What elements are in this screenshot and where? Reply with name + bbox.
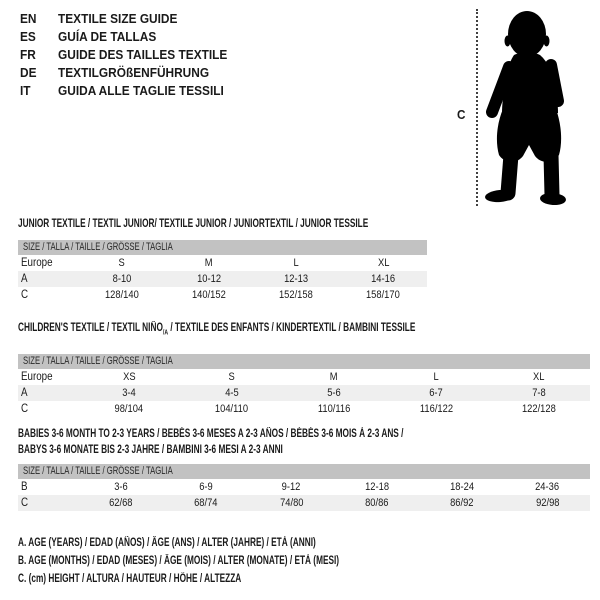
size-value-cell [78, 287, 165, 303]
cell-text: 7-8 [532, 387, 546, 400]
language-row [20, 46, 227, 64]
size-value-cell [488, 385, 590, 401]
cell-text: 18-24 [450, 481, 474, 493]
size-value-cell [78, 369, 180, 385]
size-value-cell [283, 385, 385, 401]
cell-text: 9-12 [281, 481, 301, 493]
cell-text: A [21, 273, 28, 285]
language-code: EN [20, 12, 37, 26]
cell-text: C [21, 403, 29, 416]
size-value-cell [253, 255, 340, 271]
cell-text: 92/98 [535, 497, 559, 509]
size-value-cell [283, 369, 385, 385]
language-label: TEXTILGRÖßENFÜHRUNG [58, 66, 210, 80]
size-value-cell [385, 401, 487, 417]
size-value-cell [385, 385, 487, 401]
table-title-segment: BABIES 3-6 MONTH TO 2-3 YEARS / BEBÉS 3-6 MESES A 2-3 AÑOS / BÉBÉS 3-6 MOIS À 2-3 ANS / [18, 428, 404, 440]
size-value-cell [334, 495, 419, 511]
legend-line: C. (cm) HEIGHT / ALTURA / HAUTEUR / HÖHE / ALTEZZA [18, 573, 242, 585]
size-value-cell [340, 271, 427, 287]
table-row [18, 479, 590, 495]
table-row [18, 369, 590, 385]
cell-text: 80/86 [364, 497, 389, 509]
cell-text: S [228, 371, 235, 384]
size-header-text: SIZE / TALLA / TAILLE / GRÖSSE / TAGLIA [23, 465, 173, 477]
size-header-text: SIZE / TALLA / TAILLE / GRÖSSE / TAGLIA [23, 355, 173, 368]
cell-text: 6-9 [199, 481, 213, 493]
cell-text: 10-12 [196, 273, 221, 285]
cell-text: S [118, 257, 125, 269]
cell-text: XS [122, 371, 136, 384]
size-value-cell [78, 271, 165, 287]
cell-text: 12-18 [364, 481, 389, 493]
size-value-cell [78, 255, 165, 271]
table-title-segment: /A [162, 328, 169, 337]
junior-table-titles [18, 216, 427, 232]
cell-text: 62/68 [108, 497, 133, 509]
table-title [18, 320, 430, 340]
cell-text: M [330, 371, 338, 384]
size-value-cell [180, 385, 282, 401]
junior-table-rows [18, 255, 427, 303]
size-value-cell [488, 401, 590, 417]
cell-text: 110/116 [317, 403, 351, 416]
table-row [18, 287, 427, 303]
cell-text: Europe [21, 371, 53, 384]
row-label-cell [18, 401, 78, 417]
cell-text: Europe [21, 257, 53, 269]
table-title-segment: CHILDREN'S TEXTILE / TEXTIL NIÑO [18, 322, 163, 334]
table-row [18, 255, 427, 271]
size-value-cell [165, 271, 252, 287]
size-value-cell [385, 369, 487, 385]
size-value-cell [283, 401, 385, 417]
cell-text: 3-6 [113, 481, 128, 493]
language-label: TEXTILE SIZE GUIDE [58, 12, 178, 26]
language-row [20, 82, 227, 100]
table-row [18, 271, 427, 287]
size-value-cell [78, 401, 180, 417]
cell-text: L [293, 257, 299, 269]
size-value-cell [340, 255, 427, 271]
size-value-cell [419, 495, 504, 511]
legend-line: B. AGE (MONTHS) / EDAD (MESES) / ÂGE (MOIS) / ALTER (MONATE) / ETÀ (MESI) [18, 555, 340, 567]
size-value-cell [163, 479, 248, 495]
language-label: GUIDE DES TAILLES TEXTILE [58, 48, 228, 62]
row-label-cell [18, 385, 78, 401]
childrens-table-rows [18, 369, 590, 417]
size-value-cell [180, 401, 282, 417]
table-title [18, 442, 430, 458]
size-value-cell [180, 369, 282, 385]
cell-text: 8-10 [112, 273, 131, 285]
cell-text: 6-7 [429, 387, 444, 400]
row-label-cell [18, 287, 78, 303]
size-value-cell [78, 479, 163, 495]
cell-text: B [21, 481, 28, 493]
size-value-cell [78, 495, 163, 511]
cell-text: 5-6 [327, 387, 341, 400]
size-header-bar [18, 240, 427, 255]
table-row [18, 385, 590, 401]
childrens-table-titles [18, 320, 590, 340]
language-code: DE [20, 66, 37, 80]
size-value-cell [505, 479, 590, 495]
table-title-segment: BABYS 3-6 MONATE BIS 2-3 JAHRE / BAMBINI 3-6 MESI A 2-3 ANNI [18, 444, 283, 456]
size-value-cell [419, 479, 504, 495]
cell-text: 4-5 [224, 387, 239, 400]
height-measure-line [476, 9, 478, 206]
cell-text: 3-4 [122, 387, 136, 400]
language-row [20, 28, 227, 46]
language-code: ES [20, 30, 36, 44]
row-label-cell [18, 255, 78, 271]
height-marker-label: C [457, 107, 466, 122]
row-label-cell [18, 479, 78, 495]
cell-text: C [21, 289, 29, 301]
junior-textile-table [18, 216, 427, 303]
size-value-cell [340, 287, 427, 303]
language-label: GUIDA ALLE TAGLIE TESSILI [58, 84, 224, 98]
babies-table-rows [18, 479, 590, 511]
language-row [20, 10, 227, 28]
size-value-cell [505, 495, 590, 511]
size-value-cell [334, 479, 419, 495]
size-value-cell [165, 287, 252, 303]
cell-text: 158/170 [366, 289, 401, 301]
cell-text: 12-13 [284, 273, 309, 285]
size-header-bar [18, 354, 590, 369]
row-label-cell [18, 271, 78, 287]
cell-text: L [433, 371, 440, 384]
legend [18, 534, 464, 588]
size-value-cell [163, 495, 248, 511]
size-value-cell [165, 255, 252, 271]
childrens-textile-table [18, 320, 590, 417]
language-row [20, 64, 227, 82]
cell-text: C [21, 497, 29, 509]
size-header-bar [18, 464, 590, 479]
cell-text: 86/92 [450, 497, 474, 509]
language-list [20, 10, 238, 100]
cell-text: XL [533, 371, 545, 384]
table-title [18, 426, 430, 442]
row-label-cell [18, 495, 78, 511]
cell-text: 24-36 [535, 481, 560, 493]
cell-text: 122/128 [521, 403, 556, 416]
size-value-cell [78, 385, 180, 401]
table-row [18, 495, 590, 511]
size-value-cell [253, 287, 340, 303]
table-title-segment: / TEXTILE DES ENFANTS / KINDERTEXTIL / BAMBINI TESSILE [168, 322, 416, 334]
cell-text: A [21, 387, 28, 400]
cell-text: 14-16 [371, 273, 396, 285]
height-figure [445, 7, 595, 213]
cell-text: 116/122 [419, 403, 453, 416]
cell-text: 98/104 [114, 403, 144, 416]
table-row [18, 401, 590, 417]
cell-text: 74/80 [279, 497, 304, 509]
size-value-cell [249, 495, 334, 511]
cell-text: 140/152 [191, 289, 226, 301]
cell-text: 104/110 [215, 403, 249, 416]
size-value-cell [253, 271, 340, 287]
size-header-text: SIZE / TALLA / TAILLE / GRÖSSE / TAGLIA [23, 241, 173, 253]
table-title-segment: JUNIOR TEXTILE / TEXTIL JUNIOR/ TEXTILE JUNIOR / JUNIORTEXTIL / JUNIOR TESSILE [18, 218, 369, 230]
cell-text: 128/140 [104, 289, 139, 301]
babies-table-titles [18, 426, 590, 458]
cell-text: 68/74 [194, 497, 218, 509]
row-label-cell [18, 369, 78, 385]
language-code: FR [20, 48, 36, 62]
cell-text: 152/158 [279, 289, 314, 301]
legend-line: A. AGE (YEARS) / EDAD (AÑOS) / ÂGE (ANS) / ALTER (JAHRE) / ETÀ (ANNI) [18, 537, 316, 549]
language-code: IT [20, 84, 31, 98]
cell-text: M [204, 257, 213, 269]
table-title [18, 216, 369, 232]
language-label: GUÍA DE TALLAS [58, 30, 157, 44]
babies-textile-table [18, 426, 590, 511]
cell-text: XL [377, 257, 390, 269]
size-value-cell [488, 369, 590, 385]
toddler-silhouette-icon [481, 7, 581, 207]
size-value-cell [249, 479, 334, 495]
